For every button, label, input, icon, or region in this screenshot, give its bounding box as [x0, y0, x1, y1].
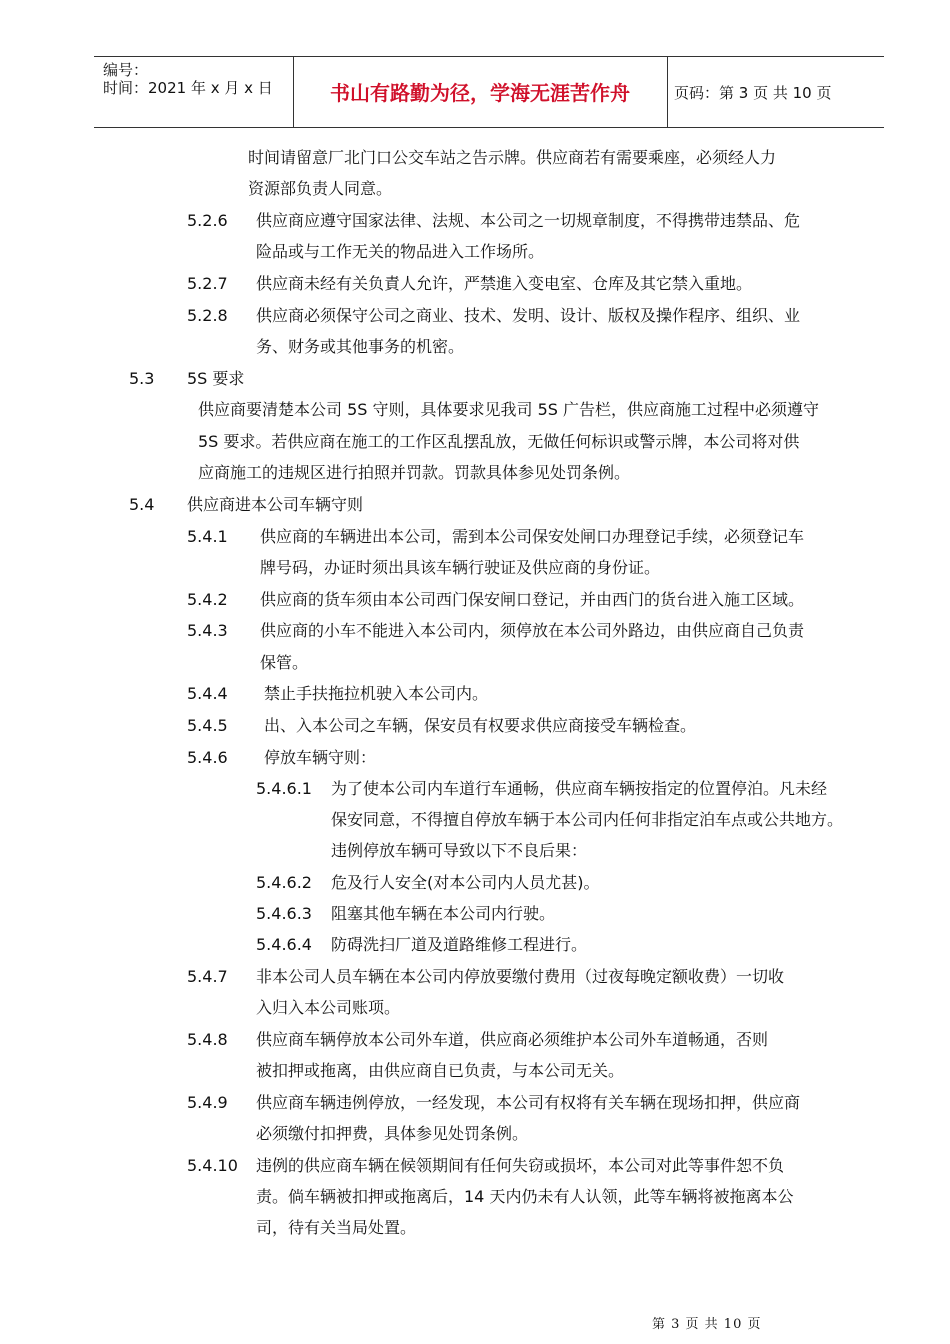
section-heading: 供应商进本公司车辆守则: [187, 495, 364, 514]
body-line: 牌号码，办证时须出具该车辆行驶证及供应商的身份证。: [260, 558, 661, 577]
section-number: 5.4.6: [187, 748, 228, 767]
section-number: 5.4.6.1: [256, 779, 312, 798]
section-number: 5.4.4: [187, 684, 228, 703]
body-line: 保管。: [260, 653, 309, 672]
body-line: 阻塞其他车辆在本公司内行驶。: [331, 904, 556, 923]
body-line: 供应商的货车须由本公司西门保安闸口登记，并由西门的货台进入施工区域。: [260, 590, 805, 609]
body-line: 为了使本公司内车道行车通畅，供应商车辆按指定的位置停泊。凡未经: [331, 779, 828, 798]
page-footer: 第 3 页 共 10 页: [652, 1317, 762, 1332]
header-divider: [667, 57, 668, 127]
section-number: 5.2.6: [187, 211, 228, 230]
section-number: 5.4.1: [187, 527, 228, 546]
section-number: 5.4.6.4: [256, 935, 312, 954]
body-line: 危及行人安全(对本公司内人员尤甚)。: [331, 873, 600, 892]
body-line: 供应商的小车不能进入本公司内，须停放在本公司外路边，由供应商自己负责: [260, 621, 805, 640]
section-number: 5.4.3: [187, 621, 228, 640]
section-number: 5.4: [129, 495, 155, 514]
document-time-label: 时间：2021 年 x 月 x 日: [103, 79, 273, 97]
body-line: 供应商的车辆进出本公司，需到本公司保安处闸口办理登记手续，必须登记车: [260, 527, 805, 546]
body-line: 供应商车辆违例停放，一经发现，本公司有权将有关车辆在现场扣押，供应商: [256, 1093, 801, 1112]
section-number: 5.2.8: [187, 306, 228, 325]
body-line: 供应商要清楚本公司 5S 守则，具体要求见我司 5S 广告栏，供应商施工过程中必须遵守: [198, 400, 820, 419]
body-line: 禁止手扶拖拉机驶入本公司内。: [264, 684, 489, 703]
body-line: 务、财务或其他事务的机密。: [256, 337, 465, 356]
body-line: 供应商必须保守公司之商业、技术、发明、设计、版权及操作程序、组织、业: [256, 306, 801, 325]
body-line: 5S 要求。若供应商在施工的工作区乱摆乱放，无做任何标识或警示牌，本公司将对供: [198, 432, 800, 451]
body-line: 应商施工的违规区进行拍照并罚款。罚款具体参见处罚条例。: [198, 463, 631, 482]
section-number: 5.4.10: [187, 1156, 238, 1175]
body-line: 资源部负责人同意。: [248, 179, 393, 198]
section-number: 5.4.2: [187, 590, 228, 609]
body-line: 违例的供应商车辆在候领期间有任何失窃或损坏，本公司对此等事件恕不负: [256, 1156, 785, 1175]
body-line: 供应商车辆停放本公司外车道，供应商必须维护本公司外车道畅通，否则: [256, 1030, 769, 1049]
section-number: 5.3: [129, 369, 155, 388]
section-number: 5.4.6.3: [256, 904, 312, 923]
section-number: 5.4.5: [187, 716, 228, 735]
document-number-label: 编号：: [103, 61, 149, 79]
body-line: 违例停放车辆可导致以下不良后果：: [331, 841, 588, 860]
header-motto: 书山有路勤为径，学海无涯苦作舟: [330, 81, 630, 105]
section-number: 5.4.6.2: [256, 873, 312, 892]
section-number: 5.2.7: [187, 274, 228, 293]
header-meta: [103, 61, 273, 97]
section-number: 5.4.7: [187, 967, 228, 986]
section-number: 5.4.9: [187, 1093, 228, 1112]
body-line: 非本公司人员车辆在本公司内停放要缴付费用（过夜每晚定额收费）一切收: [256, 967, 785, 986]
body-line: 出、入本公司之车辆，保安员有权要求供应商接受车辆检查。: [264, 716, 697, 735]
body-line: 入归入本公司账项。: [256, 998, 401, 1017]
header-page-indicator: 页码：第 3 页 共 10 页: [674, 84, 832, 102]
page-header: [94, 56, 884, 128]
body-line: 必须缴付扣押费，具体参见处罚条例。: [256, 1124, 529, 1143]
body-line: 被扣押或拖离，由供应商自已负责，与本公司无关。: [256, 1061, 625, 1080]
body-line: 停放车辆守则：: [264, 748, 377, 767]
body-line: 责。倘车辆被扣押或拖离后，14 天内仍未有人认领，此等车辆将被拖离本公: [256, 1187, 794, 1206]
section-heading: 5S 要求: [187, 369, 245, 388]
body-line: 供应商应遵守国家法律、法规、本公司之一切规章制度，不得携带违禁品、危: [256, 211, 801, 230]
body-line: 险品或与工作无关的物品进入工作场所。: [256, 242, 545, 261]
body-line: 供应商未经有关负責人允许，严禁進入变电室、仓库及其它禁入重地。: [256, 274, 753, 293]
body-line: 保安同意，不得擅自停放车辆于本公司内任何非指定泊车点或公共地方。: [331, 810, 844, 829]
section-number: 5.4.8: [187, 1030, 228, 1049]
body-line: 防碍洗扫厂道及道路维修工程进行。: [331, 935, 588, 954]
body-line: 时间请留意厂北门口公交车站之告示牌。供应商若有需要乘座，必须经人力: [248, 148, 777, 167]
body-line: 司，待有关当局处置。: [256, 1218, 417, 1237]
